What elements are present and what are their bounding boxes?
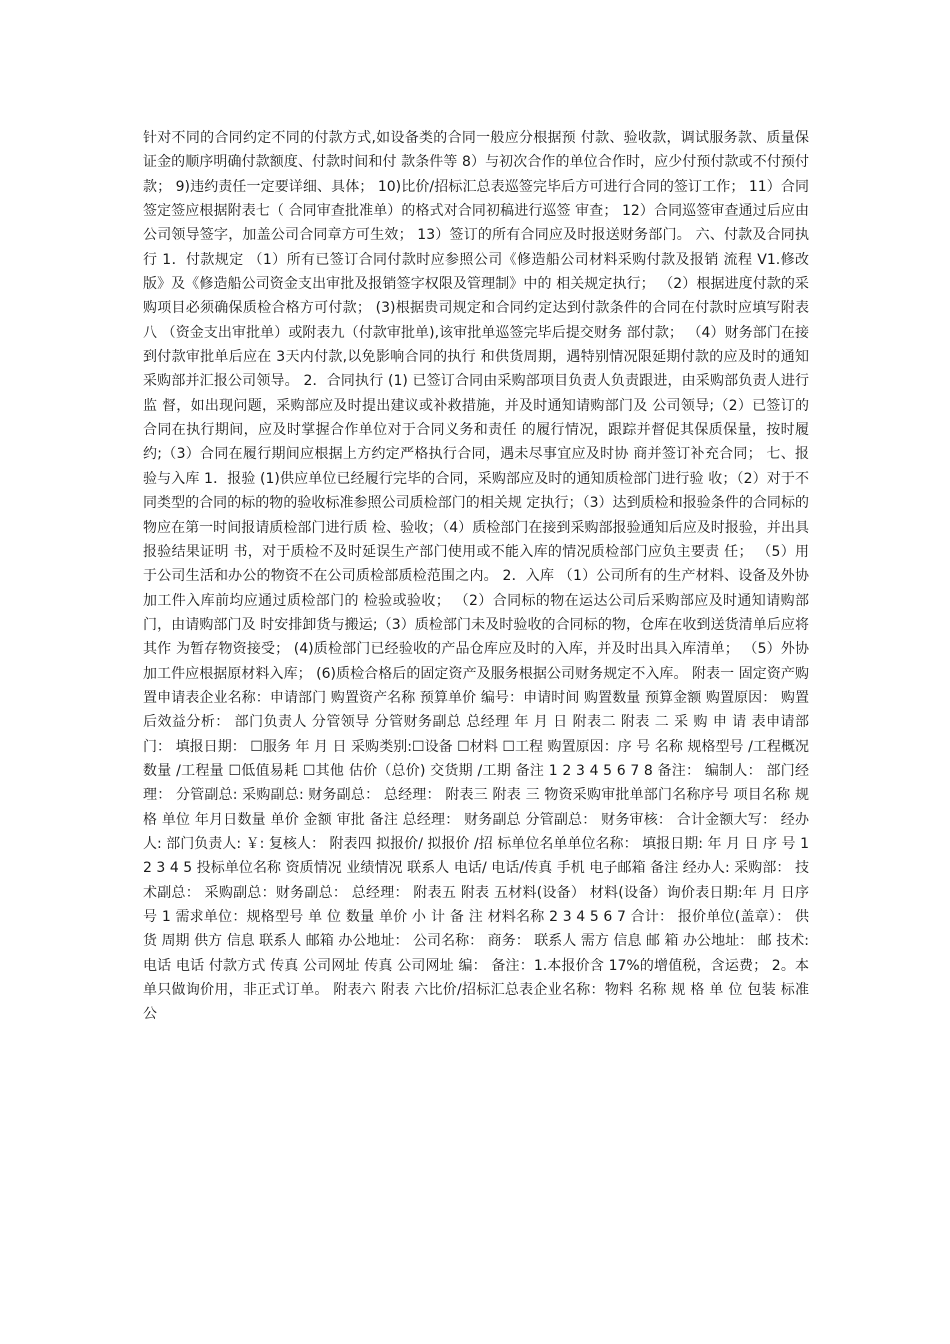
body-text: 针对不同的合同约定不同的付款方式,如设备类的合同一般应分根据预 付款、验收款，调试服务款、质量保证金的顺序明确付款额度、付款时间和付 款条件等 8）与初次合作的单位合作时，应少付预付款或不付预付款； 9)违约责任一定要详细、具体； 10)比价/招标汇总表巡签完毕后方可进行合同的签订工作； 11）合同签定签应根据附表七（ 合同审查批准单）的格式对合同初稿进行巡签 审查； 12）合同巡签审查通过后应由公司领导签字，加盖公司合同章方可生效； 13）签订的所有合同应及时报送财务部门。 六、付款及合同执行 1．付款规定 （1）所有已签订合同付款时应参照公司《修造船公司材料采购付款及报销 流程 V1.修改版》及《修造船公司资金支出审批及报销签字权限及管理制》中的 相关规定执行； （2）根据进度付款的采购项目必须确保质检合格方可付款； (3)根据贵司规定和合同约定达到付款条件的合同在付款时应填写附表八 （资金支出审批单）或附表九（付款审批单),该审批单巡签完毕后提交财务 部付款； （4）财务部门在接到付款审批单后应在 3天内付款,以免影响合同的执行 和供货周期，遇特别情况限延期付款的应及时的通知采购部并汇报公司领导。 2．合同执行 (1) 已签订合同由采购部项目负责人负责跟进，由采购部负责人进行监 督，如出现问题，采购部应及时提出建议或补救措施，并及时通知请购部门及 公司领导;（2）已签订的合同在执行期间，应及时掌握合作单位对于合同义务和责任 的履行情况，跟踪并督促其保质保量，按时履约;（3）合同在履行期间应根据上方约定严格执行合同，遇未尽事宜应及时协 商并签订补充合同； 七、报验与入库 1．报验 (1)供应单位已经履行完毕的合同，采购部应及时的通知质检部门进行验 收；（2）对于不同类型的合同的标的物的验收标准参照公司质检部门的相关规 定执行；（3）达到质检和报验条件的合同标的物应在第一时间报请质检部门进行质 检、验收；（4）质检部门在接到采购部报验通知后应及时报验，并出具报验结果证明 书，对于质检不及时延误生产部门使用或不能入库的情况质检部门应负主要责 任； （5）用于公司生活和办公的物资不在公司质检部质检范围之内。 2．入库 （1）公司所有的生产材料、设备及外协加工件入库前均应通过质检部门的 检验或验收； （2）合同标的物在运达公司后采购部应及时通知请购部门，由请购部门及 时安排卸货与搬运;（3）质检部门未及时验收的合同标的物，仓库在收到送货清单后应将其作 为暂存物资接受； (4)质检部门已经验收的产品仓库应及时的入库，并及时出具入库清单； （5）外协加工件应根据原材料入库； (6)质检合格后的固定资产及服务根据公司财务规定不入库。 附表一 固定资产购置申请表企业名称：申请部门 购置资产名称 预算单价 编号：申请时间 购置数量 预算金额 购置原因： 购置后效益分析： 部门负责人 分管领导 分管财务副总 总经理 年 月 日 附表二 附表 二 采 购 申 请 表申请部门： 填报日期： ☐服务 年 月 日 采购类别:☐设备 ☐材料 ☐工程 购置原因：序 号 名称 规格型号 /工程概况 数量 /工程量 ☐低值易耗 ☐其他 估价（总价) 交货期 /工期 备注 1 2 3 4 5 6 7 8 备注： 编制人： 部门经理： 分管副总: 采购副总: 财务副总： 总经理： 附表三 附表 三 物资采购审批单部门名称序号 项目名称 规格 单位 年月日数量 单价 金额 审批 备注 总经理： 财务副总 分管副总： 财务审核： 合计金额大写： 经办人: 部门负责人: ￥: 复核人： 附表四 拟报价/ 拟报价 /招 标单位名单单位名称： 填报日期: 年 月 日 序 号 1 2 3 4 5 投标单位名称 资质情况 业绩情况 联系人 电话/ 电话/传真 手机 电子邮箱 备注 经办人: 采购部： 技术副总： 采购副总：财务副总： 总经理： 附表五 附表 五材料(设备） 材料(设备）询价表日期:年 月 日序号 1 需求单位：规格型号 单 位 数量 单价 小 计 备 注 材料名称 2 3 4 5 6 7 合计： 报价单位(盖章）： 供货 周期 供方 信息 联系人 邮箱 办公地址： 公司名称： 商务： 联系人 需方 信息 邮 箱 办公地址： 邮 技术: 电话 电话 付款方式 传真 公司网址 传真 公司网址 编： 备注：1.本报价含 17%的增值税，含运费； 2。本单只做询价用，非正式订单。 附表六 附表 六比价/招标汇总表企业名称：物料 名称 规 格 单 位 包装 标准 公 bbox=[143, 130, 809, 1023]
